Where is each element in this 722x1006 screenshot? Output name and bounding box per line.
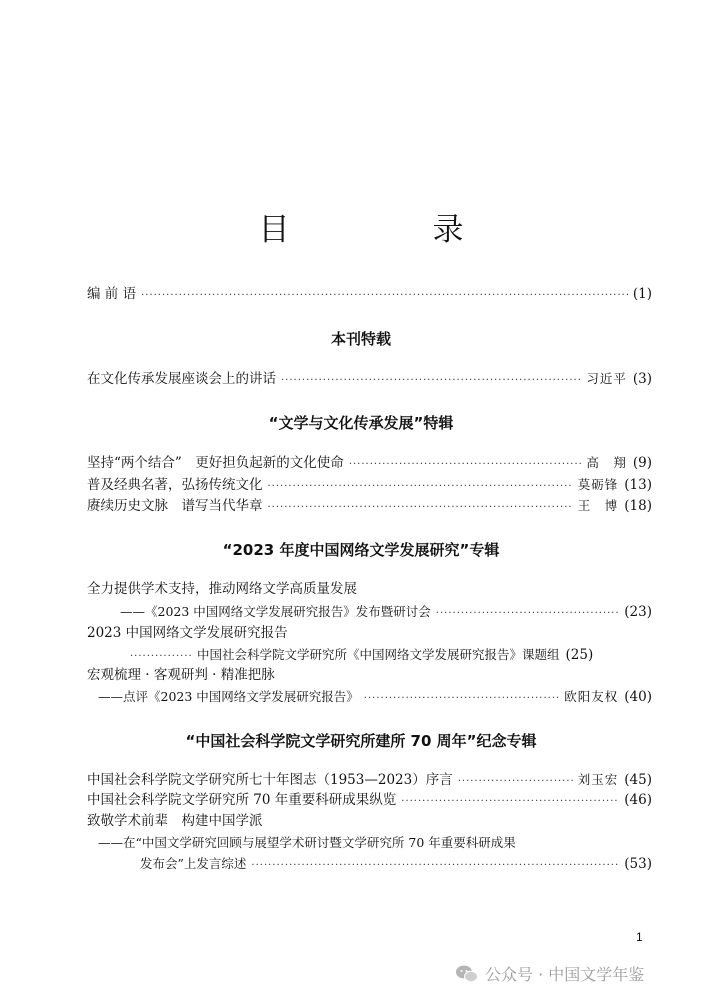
toc-entry[interactable]	[87, 770, 652, 791]
entry-title[interactable]: 2023 中国网络文学发展研究报告	[87, 625, 288, 641]
entry-title: 赓续历史文脉 谱写当代华章	[87, 498, 263, 514]
toc-entry[interactable]	[87, 453, 652, 474]
entry-title: 中国社会科学院文学研究所七十年图志（1953—2023）序言	[87, 772, 453, 788]
entry-page: (46)	[624, 792, 652, 808]
section-heading: “文学与文化传承发展”特辑	[268, 414, 454, 432]
entry-author: 王 博	[577, 498, 619, 513]
toc-entry-foreword[interactable]	[87, 285, 652, 305]
entry-page: (3)	[632, 371, 652, 387]
watermark	[455, 962, 644, 985]
leader-dots	[130, 647, 192, 666]
entry-subtitle: ——《2023 中国网络文学发展研究报告》发布暨研讨会	[120, 604, 431, 619]
entry-author: 欧阳友权	[564, 689, 619, 704]
entry-page: (53)	[624, 856, 652, 872]
watermark-text: 公众号 · 中国文学年鉴	[485, 965, 645, 984]
entry-title: 普及经典名著，弘扬传统文化	[87, 477, 263, 493]
entry-title[interactable]: 致敬学术前辈 构建中国学派	[87, 813, 263, 829]
entry-page: (9)	[632, 455, 652, 471]
leader-dots	[364, 689, 559, 708]
toc-entry[interactable]	[140, 854, 652, 875]
toc-entry[interactable]	[87, 791, 652, 811]
entry-page: (1)	[632, 286, 652, 302]
entry-subtitle: 发布会”上发言综述	[140, 856, 247, 871]
entry-page: (23)	[624, 604, 652, 620]
page-title: 目 录	[258, 212, 520, 248]
entry-subtitle: 中国社会科学院文学研究所《中国网络文学发展研究报告》课题组	[197, 647, 560, 662]
section-heading: 本刊特载	[330, 330, 391, 348]
leader-dots	[268, 477, 573, 496]
leader-dots	[251, 856, 619, 875]
entry-subtitle: ——点评《2023 中国网络文学发展研究报告》	[98, 689, 359, 704]
entry-page: (45)	[624, 772, 652, 788]
toc-entry[interactable]	[98, 687, 652, 708]
leader-dots	[458, 772, 573, 791]
entry-author: 莫砺锋	[577, 477, 619, 492]
entry-author: 刘玉宏	[577, 772, 619, 787]
entry-page: (25)	[565, 647, 594, 663]
leader-dots	[281, 371, 581, 390]
page-number: 1	[636, 930, 643, 944]
toc-entry[interactable]	[130, 645, 652, 666]
entry-title: 在文化传承发展座谈会上的讲话	[87, 371, 276, 387]
entry-page: (13)	[624, 477, 652, 493]
entry-title: 编 前 语	[87, 286, 137, 302]
entry-subtitle: ——在“中国文学研究回顾与展望学术研讨暨文学研究所 70 年重要科研成果	[98, 835, 516, 850]
entry-title: 中国社会科学院文学研究所 70 年重要科研成果纵览	[87, 792, 397, 808]
leader-dots	[141, 286, 628, 305]
toc-entry[interactable]	[87, 496, 652, 517]
toc-entry[interactable]	[120, 602, 652, 623]
section-heading: “2023 年度中国网络文学发展研究”专辑	[222, 541, 500, 559]
leader-dots	[268, 498, 573, 517]
toc-entry[interactable]	[87, 475, 652, 496]
entry-author: 高 翔	[586, 455, 627, 470]
entry-title[interactable]: 宏观梳理 · 客观研判 · 精准把脉	[87, 667, 275, 683]
wechat-icon	[455, 964, 479, 984]
entry-title: 坚持“两个结合” 更好担负起新的文化使命	[87, 455, 344, 471]
leader-dots	[401, 792, 619, 811]
entry-page: (40)	[624, 689, 652, 705]
leader-dots	[349, 455, 582, 474]
entry-author: 习近平	[586, 371, 627, 386]
toc-entry[interactable]	[87, 369, 652, 390]
leader-dots	[436, 604, 619, 623]
entry-title[interactable]: 全力提供学术支持，推动网络文学高质量发展	[87, 581, 357, 597]
entry-page: (18)	[624, 498, 652, 514]
section-heading: “中国社会科学院文学研究所建所 70 周年”纪念专辑	[185, 732, 537, 750]
